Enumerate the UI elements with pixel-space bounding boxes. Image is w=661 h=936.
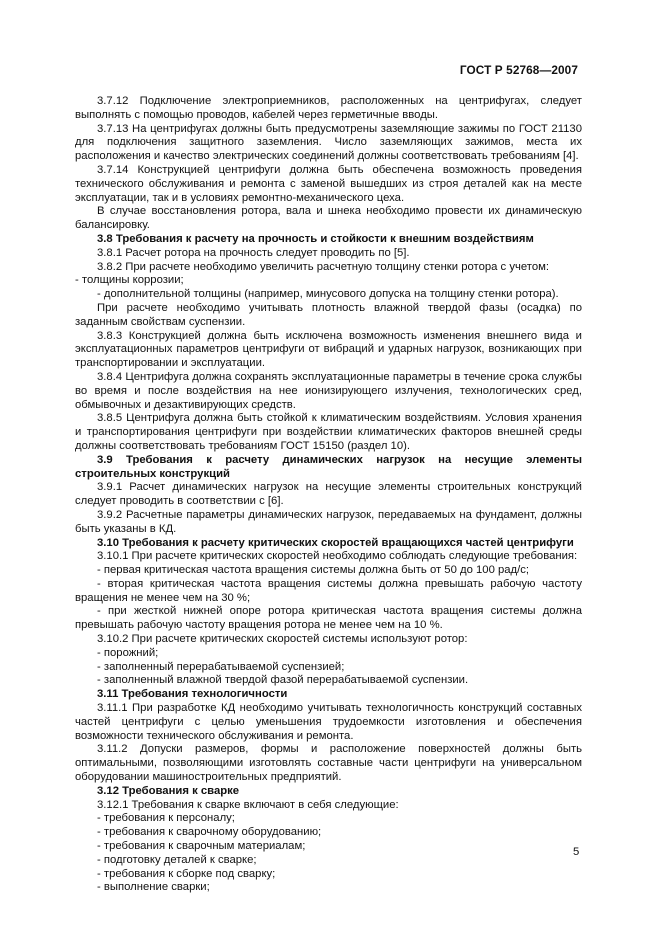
list-item-personnel: - требования к персоналу;	[97, 812, 235, 825]
list-item-equipment: - требования к сварочному оборудованию;	[97, 826, 322, 839]
para-3-10-2: 3.10.2 При расчете критических скоростей системы используют ротор:	[97, 633, 468, 646]
list-item-corrosion: - толщины коррозии;	[75, 274, 184, 287]
list-item-first-critical: - первая критическая частота вращения системы должна быть от 50 до 100 рад/с;	[97, 564, 530, 577]
para-3-8-1: 3.8.1 Расчет ротора на прочность следует проводить по [5].	[97, 246, 410, 259]
list-item-rigid-support: - при жесткой нижней опоре ротора критическая частота вращения системы должна превышать рабочую частоту вращения ротора не менее чем на 10 %.	[75, 605, 582, 632]
list-item-materials: - требования к сварочным материалам;	[97, 840, 306, 853]
para-density: При расчете необходимо учитывать плотность влажной твердой фазы (осадка) по заданным свойствам суспензии.	[75, 301, 582, 328]
para-3-11-1: 3.11.1 При разработке КД необходимо учитывать технологичность конструкций составных частей центрифуги с целью уменьшения трудоемкости изготовления и обеспечения возможности технического обслуживания и ремонта.	[75, 702, 582, 742]
para-3-8-3: 3.8.3 Конструкцией должна быть исключена возможность изменения внешнего вида и эксплуатационных параметров центрифуги от вибраций и ударных нагрузок, возникающих при транспортировании и эксплуатации.	[75, 329, 582, 370]
para-3-8-4: 3.8.4 Центрифуга должна сохранять эксплуатационные параметры в течение срока службы во время и после воздействия на нее ионизирующего излучения, технологических сред, обмывочных и дезактивирующих средств.	[75, 370, 582, 411]
section-heading-3-10: 3.10 Требования к расчету критических скоростей вращающихся частей центрифуги	[97, 536, 574, 549]
document-header-id: ГОСТ Р 52768—2007	[459, 63, 578, 77]
para-3-10-1: 3.10.1 При расчете критических скоростей необходимо соблюдать следующие требования:	[97, 550, 578, 563]
para-3-8-2: 3.8.2 При расчете необходимо увеличить расчетную толщину стенки ротора с учетом:	[97, 260, 550, 273]
section-heading-3-8: 3.8 Требования к расчету на прочность и стойкости к внешним воздействиям	[97, 232, 534, 245]
para-3-7-14: 3.7.14 Конструкцией центрифуги должна быть обеспечена возможность проведения технического обслуживания и ремонта с заменой вышедших из строя деталей как на месте эксплуатации, так и в условиях ремонтно-механического цеха.	[75, 163, 582, 204]
para-rotor-balancing: В случае восстановления ротора, вала и шнека необходимо провести их динамическую балансировку.	[75, 205, 582, 232]
para-3-7-13: 3.7.13 На центрифугах должны быть предусмотрены заземляющие зажимы по ГОСТ 21130 для подключения защитного заземления. Число заземляющих зажимов, места их расположения и качество электрических соединений должны соответствовать требованиям [4].	[75, 122, 582, 163]
page-body	[75, 95, 582, 895]
para-3-11-2: 3.11.2 Допуски размеров, формы и расположение поверхностей должны быть оптимальными, позволяющими изготовлять составные части центрифуги на универсальном оборудовании машиностроительных предприятий.	[75, 743, 582, 784]
para-3-8-5: 3.8.5 Центрифуга должна быть стойкой к климатическим воздействиям. Условия хранения и транспортирования центрифуги при воздействии климатических факторов внешней среды должны соответствовать требованиям ГОСТ 15150 (раздел 10).	[75, 412, 582, 452]
para-3-9-2: 3.9.2 Расчетные параметры динамических нагрузок, передаваемых на фундамент, должны быть указаны в КД.	[75, 508, 582, 535]
list-item-extra-thickness: - дополнительной толщины (например, минусового допуска на толщину стенки ротора).	[97, 288, 559, 301]
list-item-preparation: - подготовку деталей к сварке;	[97, 853, 257, 866]
list-item-empty: - порожний;	[97, 646, 159, 659]
section-heading-3-9: 3.9 Требования к расчету динамических нагрузок на несущие элементы строительных конструкций	[75, 453, 582, 480]
list-item-suspension: - заполненный перерабатываемой суспензией;	[97, 660, 345, 673]
para-3-9-1: 3.9.1 Расчет динамических нагрузок на несущие элементы строительных конструкций следует проводить в соответствии с [6].	[75, 481, 582, 508]
para-3-12-1: 3.12.1 Требования к сварке включают в себя следующие:	[97, 798, 399, 811]
para-3-7-12: 3.7.12 Подключение электроприемников, расположенных на центрифугах, следует выполнять с помощью проводов, кабелей через герметичные вводы.	[75, 95, 582, 121]
list-item-second-critical: - вторая критическая частота вращения системы должна превышать рабочую частоту вращения не менее чем на 30 %;	[75, 577, 582, 604]
list-item-wet-solid: - заполненный влажной твердой фазой перерабатываемой суспензии.	[97, 674, 469, 687]
page-number: 5	[573, 846, 580, 858]
section-heading-3-12: 3.12 Требования к сварке	[97, 784, 240, 797]
list-item-assembly: - требования к сборке под сварку;	[97, 867, 276, 880]
list-item-welding: - выполнение сварки;	[97, 881, 210, 894]
section-heading-3-11: 3.11 Требования технологичности	[97, 688, 288, 701]
